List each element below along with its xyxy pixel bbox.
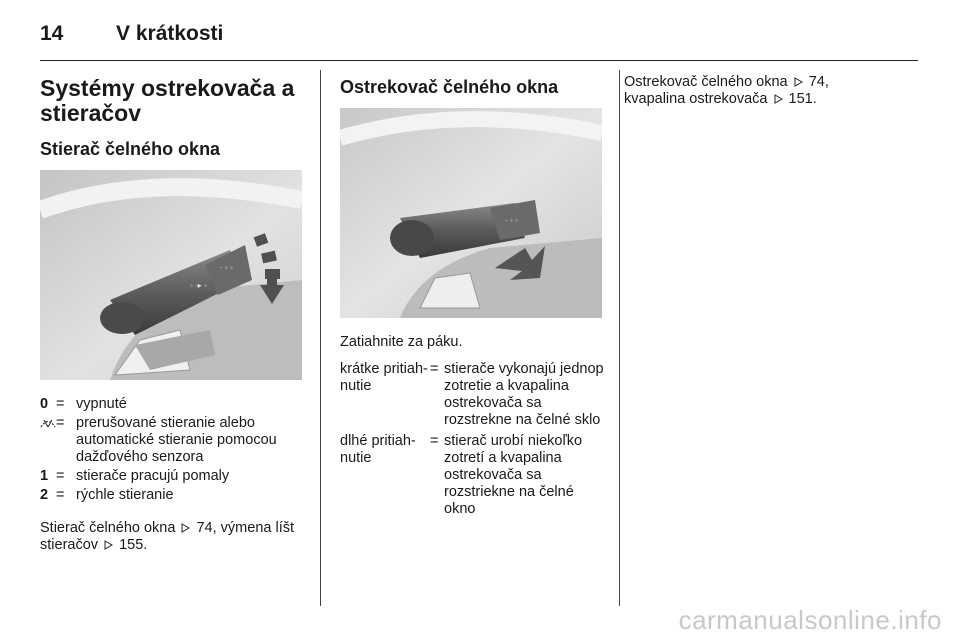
reference-paragraph bbox=[624, 74, 919, 108]
legend-value: stierače vykonajú jednop zotretie a kvapalina ostrekovača sa rozstrekne na čelné sklo bbox=[444, 361, 604, 428]
legend-eq: = bbox=[56, 468, 65, 484]
legend-key: 1 bbox=[40, 468, 49, 484]
ref-text: 74, výmena líšt stieračov bbox=[40, 520, 294, 553]
legend-row-short-pull bbox=[340, 361, 604, 429]
heading-windscreen-washer: Ostrekovač čelného okna bbox=[340, 77, 559, 97]
column-divider-2 bbox=[619, 70, 620, 606]
watermark: carmanualsonline.info bbox=[678, 605, 942, 635]
svg-text:· ◦ ◦: · ◦ ◦ bbox=[505, 216, 518, 225]
column-wipers bbox=[40, 72, 305, 554]
legend-eq: = bbox=[56, 415, 65, 431]
wiper-lever-illustration bbox=[40, 170, 302, 380]
column-references bbox=[624, 72, 919, 108]
legend-value: prerušované stieranie alebo automatické stieranie pomocou dažďového senzora bbox=[76, 415, 277, 465]
legend-key: 0 bbox=[40, 396, 49, 412]
legend-row-interval bbox=[40, 415, 305, 466]
heading-windscreen-wiper: Stierač čelného okna bbox=[40, 139, 221, 159]
ref-text: Ostrekovač čelného okna bbox=[624, 74, 788, 90]
ref-text: Stierač čelného okna bbox=[40, 520, 176, 536]
legend-eq: = bbox=[430, 433, 439, 449]
xref-arrow-icon[interactable] bbox=[104, 540, 113, 550]
legend-eq: = bbox=[56, 487, 65, 503]
xref-arrow-icon[interactable] bbox=[181, 523, 190, 533]
xref-arrow-icon[interactable] bbox=[794, 77, 803, 87]
wiper-reference-paragraph bbox=[40, 520, 305, 554]
ref-text: 155. bbox=[119, 537, 148, 553]
legend-value: stierače pracujú pomaly bbox=[76, 468, 230, 484]
svg-text:· ◦ ◦: · ◦ ◦ bbox=[220, 263, 233, 272]
legend-row-off bbox=[40, 396, 305, 413]
legend-value: stierač urobí niekoľko zotretí a kvapalina ostrekovača sa rozstriekne na čelné okno bbox=[444, 433, 583, 517]
legend-eq: = bbox=[430, 361, 439, 377]
heading-wiper-systems: Systémy ostrekovača a stieračov bbox=[40, 75, 295, 126]
washer-lever-illustration bbox=[340, 108, 602, 318]
ref-text: kvapalina ostrekovača bbox=[624, 91, 768, 107]
column-washer bbox=[340, 72, 604, 522]
wiper-settings-legend bbox=[40, 396, 305, 504]
wiper-interval-icon bbox=[40, 415, 56, 466]
legend-value: vypnuté bbox=[76, 396, 127, 412]
ref-text: 74, bbox=[808, 74, 829, 90]
legend-row-slow bbox=[40, 468, 305, 485]
pull-lever-instruction: Zatiahnite za páku. bbox=[340, 334, 463, 350]
legend-row-long-pull bbox=[340, 433, 604, 518]
header-divider bbox=[40, 60, 918, 61]
legend-row-fast bbox=[40, 487, 305, 504]
svg-text:◦ ·▸ ◦: ◦ ·▸ ◦ bbox=[190, 281, 207, 290]
legend-key: 2 bbox=[40, 487, 49, 503]
washer-actions-legend bbox=[340, 361, 604, 518]
legend-key: krátke pritiah- nutie bbox=[340, 361, 428, 394]
legend-eq: = bbox=[56, 396, 65, 412]
column-divider-1 bbox=[320, 70, 321, 606]
legend-key: dlhé pritiah- nutie bbox=[340, 433, 416, 466]
page-header bbox=[40, 22, 223, 50]
legend-value: rýchle stieranie bbox=[76, 487, 174, 503]
xref-arrow-icon[interactable] bbox=[774, 94, 783, 104]
section-title: V krátkosti bbox=[116, 22, 224, 45]
page-number: 14 bbox=[40, 22, 64, 45]
ref-text: 151. bbox=[788, 91, 817, 107]
